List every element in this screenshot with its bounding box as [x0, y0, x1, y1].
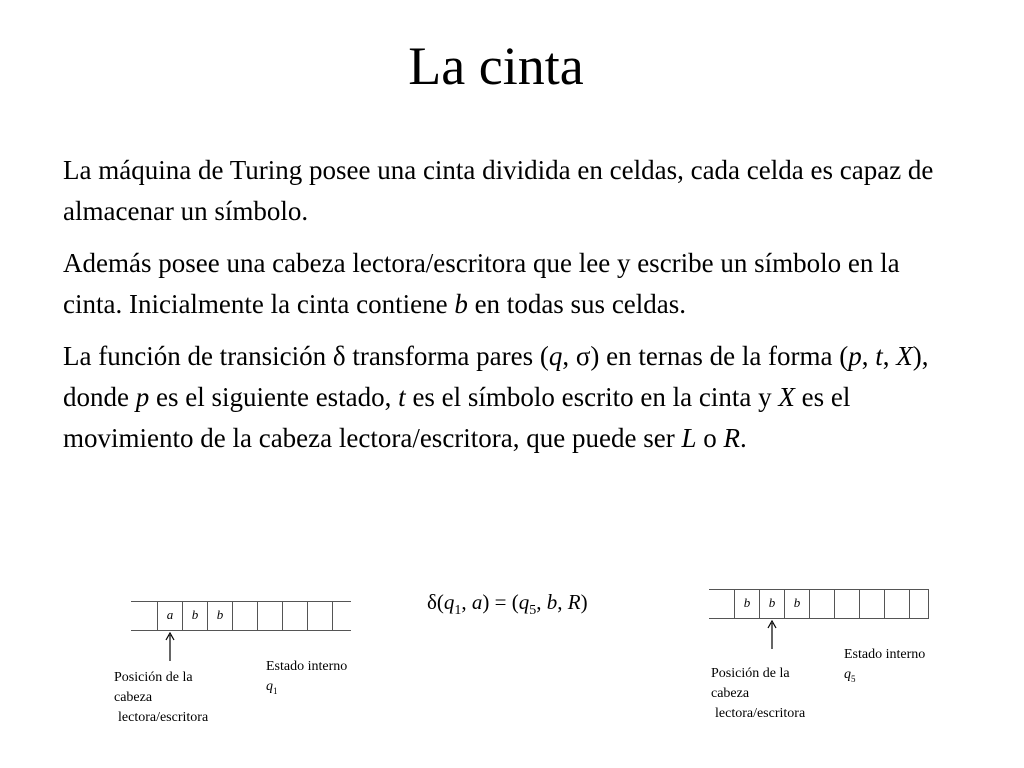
slide-title: La cinta [408, 36, 584, 96]
tape-cell: a [157, 602, 182, 630]
tape-cell [232, 602, 257, 630]
tape-cell [834, 590, 859, 618]
tape-cell [909, 590, 929, 618]
tape-cell [884, 590, 909, 618]
tape-after [709, 589, 929, 619]
tape-cell: b [207, 602, 232, 630]
head-position-label: Posición de la cabeza lectora/escritora [114, 670, 209, 725]
paragraph-transition: La función de transición δ transforma pares (q, σ) en ternas de la forma (p, t, X), donde p es el siguiente estado, t es el símbolo escrito en la cinta y X es el movimiento de la cabeza lectora/escritora, que puede ser L o R. [63, 341, 929, 453]
tape-cell: b [734, 590, 759, 618]
tape-cell: b [759, 590, 784, 618]
head-arrow-icon [766, 620, 778, 650]
tape-cell [332, 602, 351, 630]
tape-cell [859, 590, 884, 618]
tape-cell [282, 602, 307, 630]
paragraph-tape: La máquina de Turing posee una cinta dividida en celdas, cada celda es capaz de almacenar un símbolo. [63, 155, 934, 226]
head-arrow-icon [164, 632, 176, 662]
tape-cell: b [784, 590, 809, 618]
tape-cell [307, 602, 332, 630]
tape-before [131, 601, 351, 631]
tape-cell [131, 602, 157, 630]
paragraph-head: Además posee una cabeza lectora/escritora que lee y escribe un símbolo en la cinta. Inicialmente la cinta contiene b en todas sus celdas. [63, 248, 900, 319]
internal-state-label: Estado interno $q_1$ [266, 659, 348, 696]
internal-state-label: Estado interno $q_5$ [844, 647, 926, 684]
tape-cell [809, 590, 834, 618]
transition-formula: $\delta(q_1$, $a) = (q_5$, b, R) [427, 590, 588, 619]
tape-cell: b [182, 602, 207, 630]
slide-body [63, 150, 953, 470]
tape-cell [257, 602, 282, 630]
head-position-label: Posición de la cabeza lectora/escritora [711, 666, 806, 721]
tape-cell [709, 590, 734, 618]
